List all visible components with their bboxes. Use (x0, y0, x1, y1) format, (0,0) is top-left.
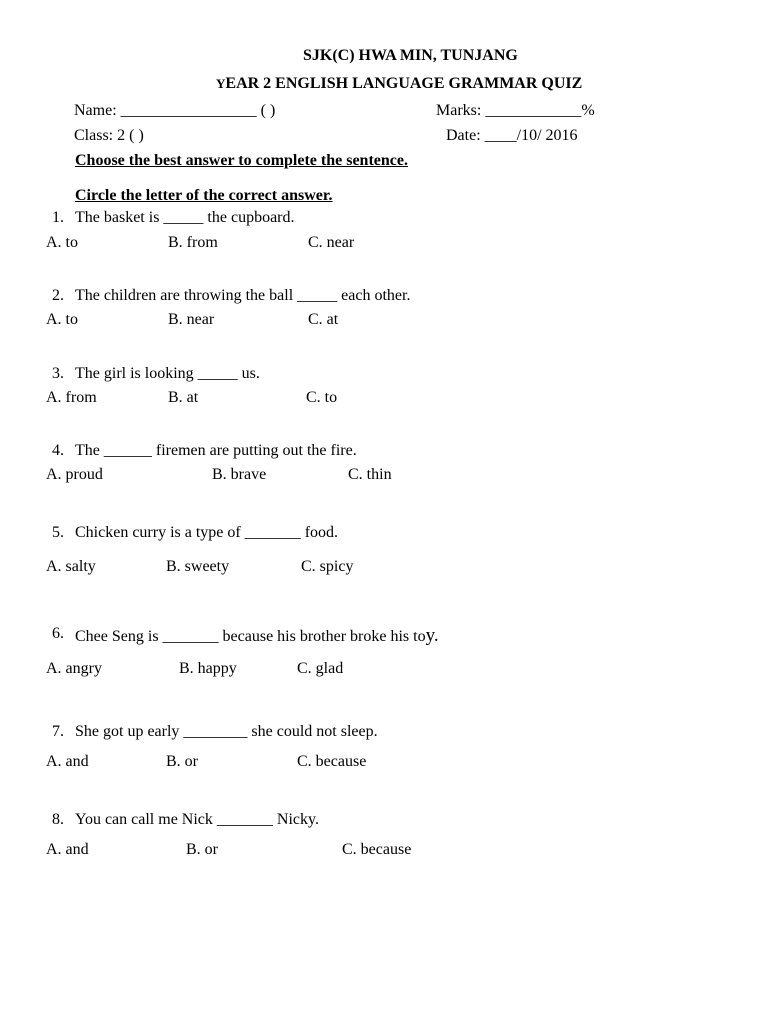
instruction-2: Circle the letter of the correct answer. (75, 187, 333, 204)
option-c: C. because (297, 753, 367, 770)
option-a: A. proud (46, 466, 103, 483)
question-text: The basket is _____ the cupboard. (75, 209, 295, 226)
option-c: C. spicy (301, 558, 354, 575)
question-text (75, 626, 439, 645)
marks-field: Marks: ____________% (436, 102, 595, 119)
question-number: 3. (52, 365, 64, 382)
option-a: A. to (46, 234, 78, 251)
instruction-1: Choose the best answer to complete the sentence. (75, 152, 408, 169)
option-a: A. angry (46, 660, 102, 677)
question-text: The ______ firemen are putting out the fire. (75, 442, 357, 459)
option-c: C. near (308, 234, 355, 251)
question-text: The girl is looking _____ us. (75, 365, 260, 382)
question-number: 6. (52, 625, 64, 642)
class-field: Class: 2 ( ) (74, 127, 144, 144)
question-text: She got up early ________ she could not sleep. (75, 723, 378, 740)
question-number: 2. (52, 287, 64, 304)
option-b: B. at (168, 389, 199, 406)
option-a: A. from (46, 389, 97, 406)
option-a: A. and (46, 753, 89, 770)
question-number: 5. (52, 524, 64, 541)
question-text-main: Chee Seng is _______ because his brother broke his to (75, 628, 426, 645)
option-b: B. near (168, 311, 215, 328)
option-c: C. to (306, 389, 338, 406)
option-c: C. because (342, 841, 412, 858)
school-name: SJK(C) HWA MIN, TUNJANG (303, 47, 518, 64)
option-b: B. brave (212, 466, 267, 483)
quiz-title-rest: EAR 2 ENGLISH LANGUAGE GRAMMAR QUIZ (225, 75, 583, 92)
question-number: 1. (52, 209, 64, 226)
option-b: B. happy (179, 660, 237, 677)
question-text: Chicken curry is a type of _______ food. (75, 524, 339, 541)
question-number: 7. (52, 723, 64, 740)
question-number: 4. (52, 442, 64, 459)
question-text: You can call me Nick _______ Nicky. (75, 811, 319, 828)
option-a: A. salty (46, 558, 96, 575)
option-c: C. glad (297, 660, 344, 677)
option-b: B. or (186, 841, 218, 858)
quiz-title (216, 76, 582, 92)
option-b: B. sweety (166, 558, 230, 575)
option-c: C. thin (348, 466, 392, 483)
question-text-end: y. (425, 625, 439, 646)
question-number: 8. (52, 811, 64, 828)
quiz-title-first-letter: Y (216, 76, 226, 91)
question-text: The children are throwing the ball _____ each other. (75, 287, 411, 304)
option-a: A. to (46, 311, 78, 328)
option-a: A. and (46, 841, 89, 858)
option-b: B. or (166, 753, 198, 770)
name-field: Name: _________________ ( ) (74, 102, 276, 119)
option-c: C. at (308, 311, 339, 328)
option-b: B. from (168, 234, 218, 251)
date-field: Date: ____/10/ 2016 (446, 127, 578, 144)
